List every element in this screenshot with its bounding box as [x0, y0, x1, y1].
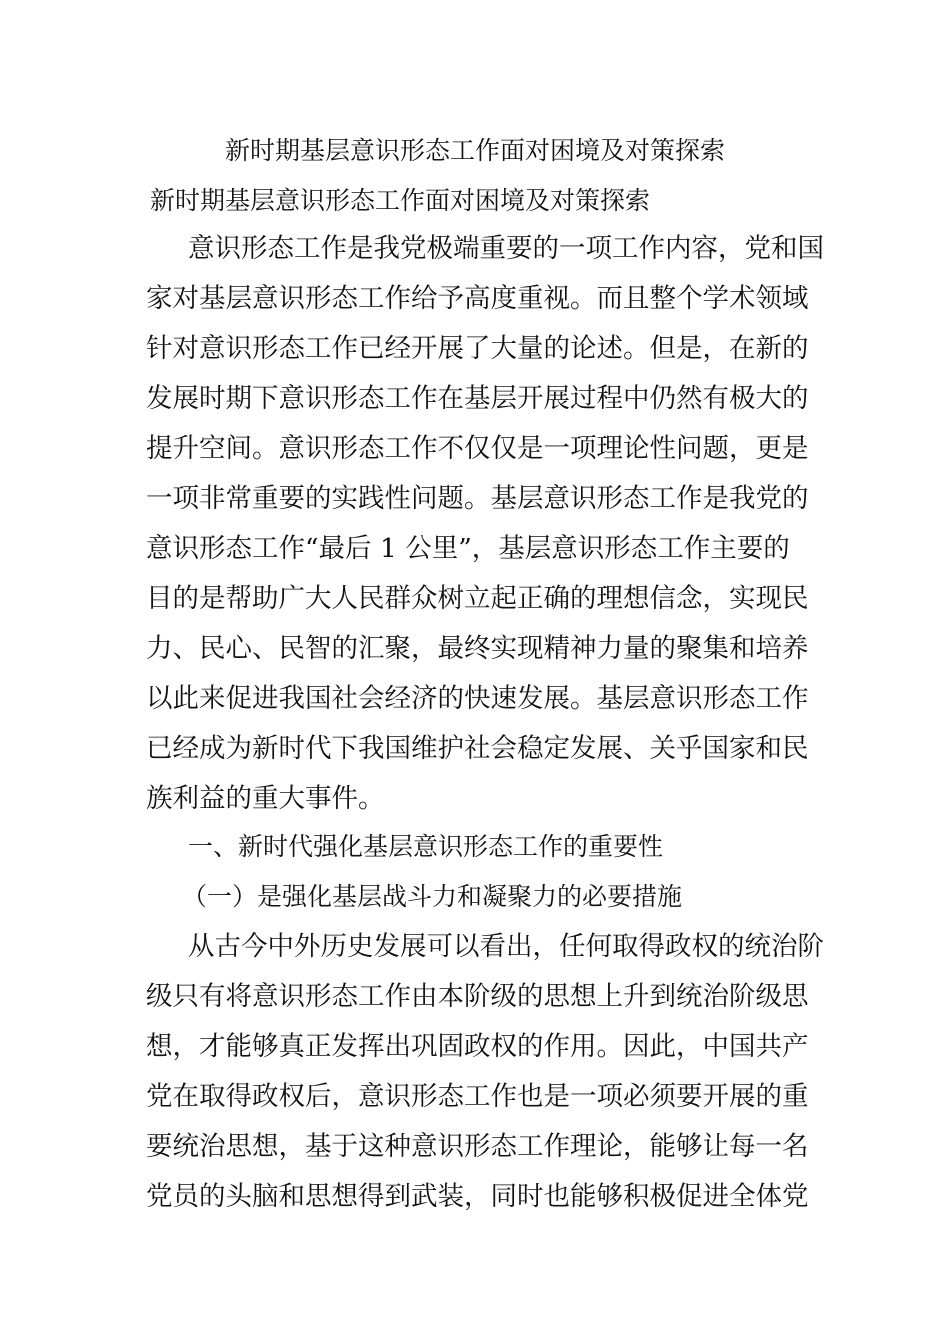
document-subtitle: 新时期基层意识形态工作面对困境及对策探索 [150, 186, 651, 215]
paragraph-line: 要统治思想，基于这种意识形态工作理论，能够让每一名 [146, 1131, 809, 1162]
paragraph-line: 从古今中外历史发展可以看出，任何取得政权的统治阶 [188, 931, 824, 962]
paragraph-line: 党在取得政权后，意识形态工作也是一项必须要开展的重 [146, 1081, 809, 1112]
paragraph-line: 想，才能够真正发挥出巩固政权的作用。因此，中国共产 [146, 1031, 809, 1062]
paragraph-line: 家对基层意识形态工作给予高度重视。而且整个学术领域 [146, 283, 809, 314]
section-heading: 一、新时代强化基层意识形态工作的重要性 [188, 832, 664, 861]
paragraph-line: 意识形态工作“最后 1 公里”，基层意识形态工作主要的 [146, 533, 790, 564]
subsection-heading: （一）是强化基层战斗力和凝聚力的必要措施 [182, 882, 683, 911]
paragraph-line: 意识形态工作是我党极端重要的一项工作内容，党和国 [188, 233, 824, 264]
paragraph-line: 一项非常重要的实践性问题。基层意识形态工作是我党的 [146, 483, 809, 514]
paragraph-line: 族利益的重大事件。 [146, 783, 385, 814]
paragraph-line: 发展时期下意识形态工作在基层开展过程中仍然有极大的 [146, 383, 809, 414]
paragraph-line: 力、民心、民智的汇聚，最终实现精神力量的聚集和培养 [146, 633, 809, 664]
paragraph-line: 以此来促进我国社会经济的快速发展。基层意识形态工作 [146, 683, 809, 714]
paragraph-line: 级只有将意识形态工作由本阶级的思想上升到统治阶级思 [146, 981, 809, 1012]
paragraph-line: 已经成为新时代下我国维护社会稳定发展、关乎国家和民 [146, 733, 809, 764]
paragraph-line: 提升空间。意识形态工作不仅仅是一项理论性问题，更是 [146, 433, 809, 464]
document-title: 新时期基层意识形态工作面对困境及对策探索 [224, 136, 725, 165]
paragraph-line: 针对意识形态工作已经开展了大量的论述。但是，在新的 [146, 333, 809, 364]
paragraph-line: 目的是帮助广大人民群众树立起正确的理想信念，实现民 [146, 583, 809, 614]
paragraph-line: 党员的头脑和思想得到武装，同时也能够积极促进全体党 [146, 1181, 809, 1212]
